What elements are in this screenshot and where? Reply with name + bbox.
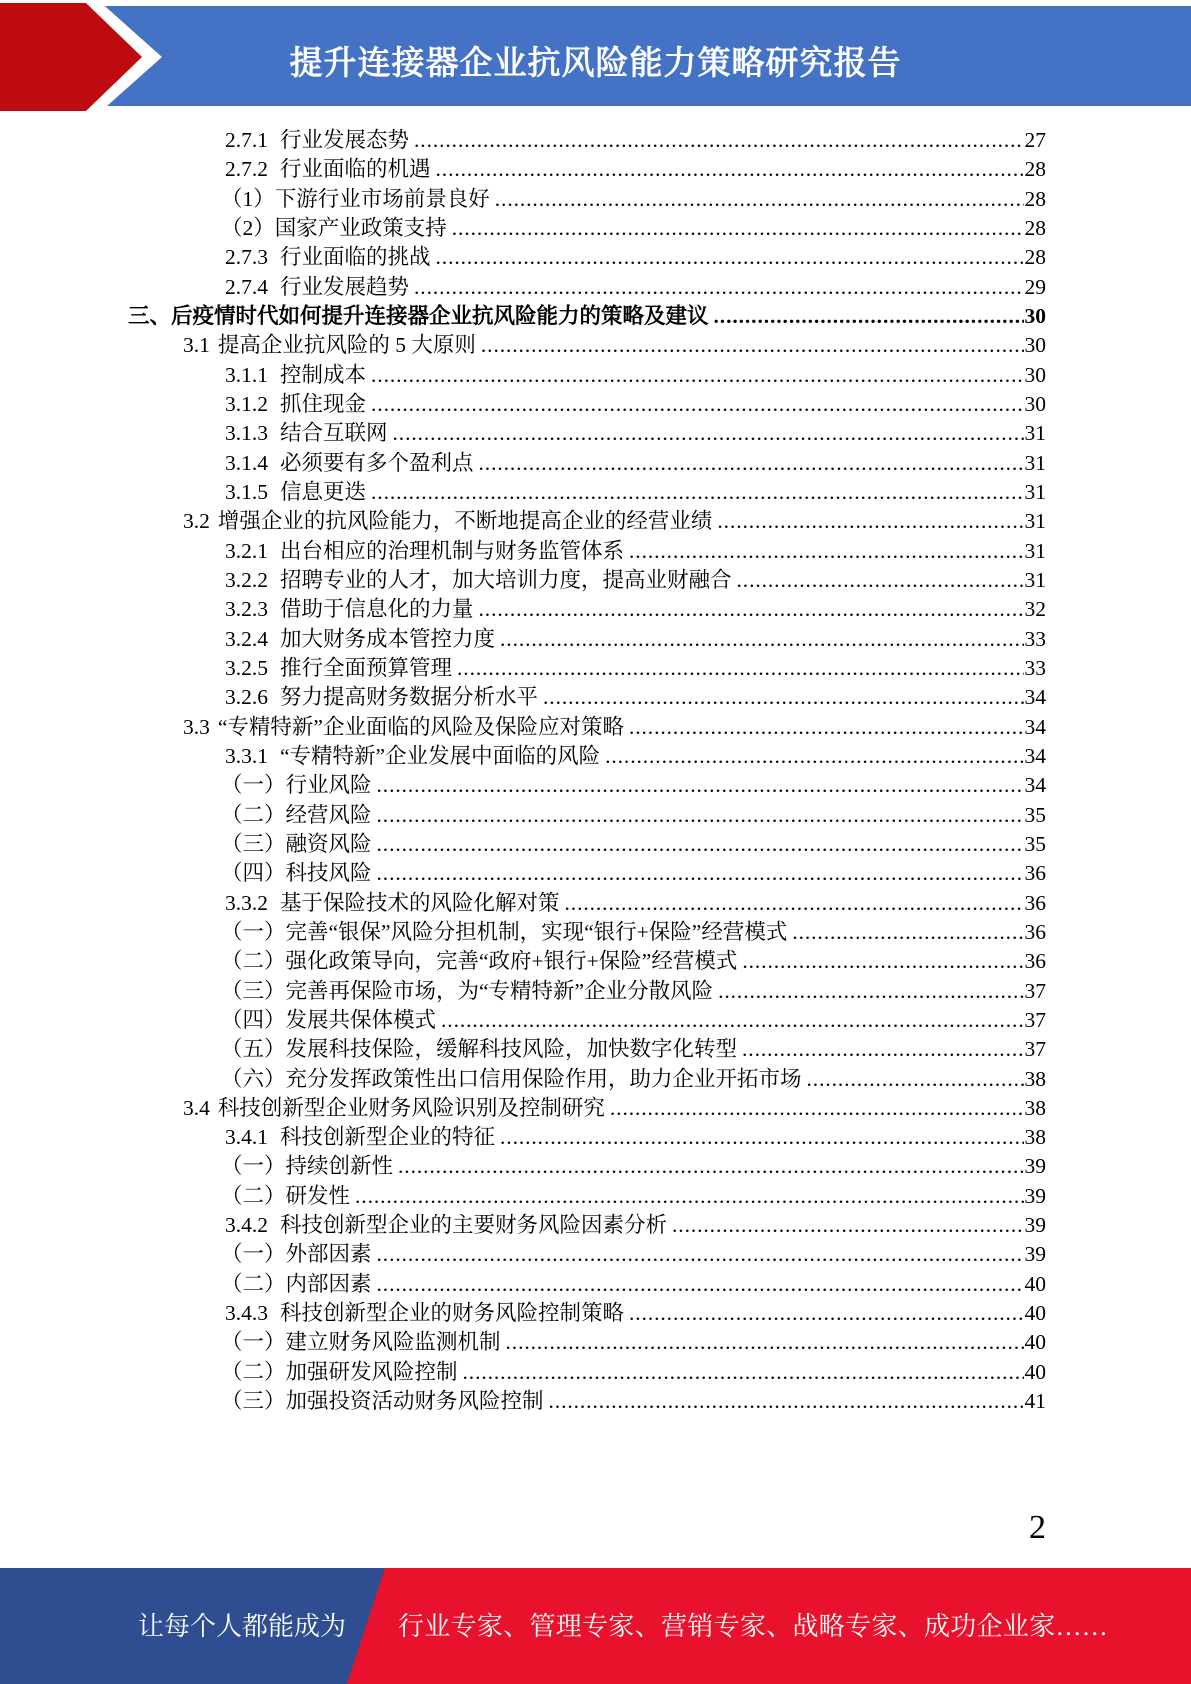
toc-leader-dots [414,126,1023,155]
toc-entry-number: 3.2 [183,509,210,534]
toc-entry-page: 39 [1024,1154,1046,1179]
toc-entry-title: 下游行业市场前景良好 [274,186,490,211]
toc-leader-dots [452,214,1024,243]
toc-leader-dots [479,449,1024,478]
toc-entry-page: 27 [1024,128,1046,152]
toc-entry-page: 31 [1024,421,1046,446]
toc-entry[interactable] [0,889,1191,918]
toc-leader-dots [377,771,1024,800]
toc-entry-page: 30 [1024,362,1046,387]
toc-entry-page: 28 [1024,245,1046,270]
toc-entry-number: 3.4.2 [225,1213,268,1238]
toc-entry[interactable] [0,1211,1191,1240]
toc-entry[interactable] [0,302,1191,331]
toc-entry-page: 40 [1024,1271,1046,1296]
toc-entry-page: 34 [1024,685,1046,710]
toc-leader-dots [742,1035,1023,1064]
toc-entry-title: 推行全面预算管理 [280,655,453,680]
toc-entry-title: 科技创新型企业的主要财务风险因素分析 [280,1213,668,1238]
toc-entry-number: 3.2.4 [225,626,268,651]
toc-entry-page: 29 [1024,274,1046,299]
toc-entry-number: 3.3.1 [225,743,268,768]
toc-entry[interactable] [0,1094,1191,1123]
toc-entry-title: 行业发展态势 [280,128,410,152]
toc-entry[interactable] [0,1240,1191,1269]
toc-entry-title: “专精特新”企业面临的风险及保险应对策略 [217,714,624,739]
toc-leader-dots [457,654,1023,683]
toc-entry-page: 28 [1024,186,1046,211]
toc-entry-title: 提高企业抗风险的 5 大原则 [217,333,476,358]
toc-entry-page: 32 [1024,597,1046,622]
toc-entry-page: 30 [1024,391,1046,416]
toc-entry-page: 37 [1024,978,1046,1003]
toc-entry-title: 抓住现金 [280,391,367,416]
toc-entry-title: 招聘专业的人才，加大培训力度，提高业财融合 [280,567,732,592]
toc-entry-number: （二） [221,802,286,827]
toc-entry-number: 3.1.2 [225,391,268,416]
toc-entry-page: 31 [1024,538,1046,563]
toc-leader-dots [479,595,1024,624]
toc-entry[interactable] [0,537,1191,566]
toc-entry-page: 34 [1024,714,1046,739]
toc-leader-dots [742,947,1023,976]
toc-leader-dots [377,1270,1024,1299]
toc-entry-title: 科技创新型企业财务风险识别及控制研究 [217,1095,605,1120]
toc-entry-page: 31 [1024,509,1046,534]
toc-leader-dots [718,977,1023,1006]
toc-entry-title: 发展科技保险，缓解科技风险，加快数字化转型 [285,1037,738,1062]
toc-leader-dots [565,889,1024,918]
toc-leader-dots [371,390,1023,419]
toc-entry-page: 38 [1024,1066,1046,1091]
toc-entry-number: （二） [221,1183,286,1208]
toc-entry[interactable] [0,1035,1191,1064]
toc-entry-number: （一） [221,1330,286,1355]
toc-leader-dots [717,507,1023,536]
toc-entry-number: （四） [221,861,286,886]
toc-entry-number: （二） [221,949,286,974]
toc-entry-number: （三） [221,831,286,856]
toc-leader-dots [377,859,1024,888]
toc-entry-number: 2.7.2 [225,157,268,182]
toc-entry-title: 国家产业政策支持 [274,215,447,240]
toc-entry-title: 科技创新型企业的财务风险控制策略 [280,1301,625,1326]
toc-entry-page: 36 [1024,949,1046,974]
toc-entry-number: 3.4.1 [225,1125,268,1150]
toc-entry[interactable] [0,1358,1191,1387]
toc-entry-number: （六） [221,1066,286,1091]
toc-leader-dots [543,683,1023,712]
toc-leader-dots [714,302,1024,331]
toc-entry[interactable] [0,155,1191,184]
toc-entry[interactable] [0,595,1191,624]
toc-leader-dots [629,1299,1023,1328]
toc-leader-dots [737,566,1024,595]
toc-entry[interactable] [0,449,1191,478]
toc-entry-number: （一） [221,1154,286,1179]
toc-entry-page: 33 [1024,626,1046,651]
toc-entry-page: 28 [1024,157,1046,182]
toc-leader-dots [377,830,1024,859]
toc-entry-title: 完善“银保”风险分担机制，实现“银行+保险”经营模式 [285,919,788,944]
toc-entry[interactable] [0,1328,1191,1357]
toc-entry[interactable] [0,1152,1191,1181]
toc-leader-dots [393,419,1024,448]
toc-entry-number: 3.3.2 [225,890,268,915]
toc-entry[interactable] [0,1123,1191,1152]
toc-entry[interactable] [0,390,1191,419]
toc-entry-title: “专精特新”企业发展中面临的风险 [280,743,601,768]
toc-entry-title: 后疫情时代如何提升连接器企业抗风险能力的策略及建议 [171,303,709,328]
toc-leader-dots [495,185,1024,214]
toc-entry-page: 36 [1024,919,1046,944]
report-title: 提升连接器企业抗风险能力策略研究报告 [289,44,902,81]
toc-leader-dots [672,1211,1023,1240]
toc-entry[interactable] [0,977,1191,1006]
toc-entry-page: 28 [1024,215,1046,240]
toc-entry-title: 经营风险 [285,802,372,827]
toc-entry[interactable] [0,478,1191,507]
toc-entry-page: 39 [1024,1242,1046,1267]
toc-entry-title: 建立财务风险监测机制 [285,1330,501,1355]
toc-entry[interactable] [0,918,1191,947]
toc-entry-number: （二） [221,1271,286,1296]
toc-leader-dots [436,243,1024,272]
toc-entry-page: 31 [1024,567,1046,592]
toc-entry[interactable] [0,1065,1191,1094]
toc-entry-number: 3.1 [183,333,210,358]
toc-entry-title: 控制成本 [280,362,367,387]
toc-entry-title: 必须要有多个盈利点 [280,450,474,475]
toc-entry-number: 2.7.4 [225,274,268,299]
toc-leader-dots [807,1065,1024,1094]
toc-entry-number: 3.4.3 [225,1301,268,1326]
toc-entry-number: （一） [221,773,286,798]
toc-entry-page: 37 [1024,1007,1046,1032]
toc-entry[interactable] [0,331,1191,360]
toc-entry-number: 3.1.5 [225,479,268,504]
toc-leader-dots [377,1240,1024,1269]
toc-entry-title: 加大财务成本管控力度 [280,626,496,651]
page-number: 2 [1029,1509,1046,1546]
toc-entry-title: 借助于信息化的力量 [280,597,474,622]
toc-entry-page: 33 [1024,655,1046,680]
toc-entry-title: 强化政策导向，完善“政府+银行+保险”经营模式 [285,949,738,974]
toc-entry-number: （四） [221,1007,286,1032]
toc-entry-page: 36 [1024,861,1046,886]
toc-entry-title: 基于保险技术的风险化解对策 [280,890,560,915]
toc-entry-title: 完善再保险市场，为“专精特新”企业分散风险 [285,978,714,1003]
toc-entry-title: 内部因素 [285,1271,372,1296]
toc-entry[interactable] [0,1387,1191,1416]
toc-entry-number: 3.1.3 [225,421,268,446]
toc-entry[interactable] [0,185,1191,214]
toc-entry-page: 39 [1024,1213,1046,1238]
toc-leader-dots [398,1152,1023,1181]
toc-entry[interactable] [0,1006,1191,1035]
toc-leader-dots [371,361,1023,390]
toc-entry-number: （一） [221,1242,286,1267]
toc-entry-title: 努力提高财务数据分析水平 [280,685,539,710]
toc-entry[interactable] [0,742,1191,771]
toc-entry-title: 发展共保体模式 [285,1007,437,1032]
toc-entry-number: 3.2.3 [225,597,268,622]
toc-entry-number: （二） [221,1359,286,1384]
toc-leader-dots [371,478,1023,507]
toc-entry-title: 科技创新型企业的特征 [280,1125,496,1150]
toc-entry-number: （三） [221,978,286,1003]
toc-leader-dots [355,1182,1023,1211]
toc-entry-title: 研发性 [285,1183,351,1208]
toc-entry[interactable] [0,419,1191,448]
toc-entry-page: 39 [1024,1183,1046,1208]
toc-entry[interactable] [0,625,1191,654]
toc-leader-dots [463,1358,1024,1387]
toc-leader-dots [500,625,1023,654]
toc-entry-title: 科技风险 [285,861,372,886]
toc-leader-dots [605,742,1023,771]
toc-entry[interactable] [0,507,1191,536]
toc-entry-number: （一） [221,919,286,944]
toc-entry-number: 3.1.4 [225,450,268,475]
toc-entry-number: 三、 [128,303,172,328]
toc-entry-page: 34 [1024,743,1046,768]
toc-entry[interactable] [0,801,1191,830]
toc-leader-dots [629,537,1023,566]
toc-entry-title: 持续创新性 [285,1154,394,1179]
toc-entry-page: 38 [1024,1095,1046,1120]
toc-entry[interactable] [0,566,1191,595]
toc-leader-dots [377,801,1024,830]
toc-entry[interactable] [0,830,1191,859]
toc-entry-number: （1） [221,186,275,211]
toc-entry-number: 3.4 [183,1095,210,1120]
toc-entry[interactable] [0,771,1191,800]
toc-entry-number: 3.2.5 [225,655,268,680]
toc-leader-dots [414,273,1023,302]
toc-leader-dots [436,155,1024,184]
toc-entry-number: （三） [221,1389,286,1414]
toc-entry[interactable] [0,1182,1191,1211]
toc-entry[interactable] [0,1270,1191,1299]
toc-entry-title: 结合互联网 [280,421,388,446]
toc-entry[interactable] [0,713,1191,742]
toc-entry-number: 3.3 [183,714,210,739]
toc-entry-title: 出台相应的治理机制与财务监管体系 [280,538,625,563]
toc-entry-page: 35 [1024,831,1046,856]
toc-entry-page: 41 [1024,1389,1046,1414]
toc-entry-number: 2.7.1 [225,128,268,152]
toc-entry-title: 行业面临的机遇 [280,157,431,182]
toc-entry[interactable] [0,361,1191,390]
toc-entry-title: 融资风险 [285,831,372,856]
toc-entry[interactable] [0,126,1191,155]
toc-entry[interactable] [0,859,1191,888]
toc-entry[interactable] [0,654,1191,683]
toc-entry[interactable] [0,243,1191,272]
toc-leader-dots [792,918,1023,947]
toc-entry-title: 信息更迭 [280,479,367,504]
toc-entry-title: 加强研发风险控制 [285,1359,458,1384]
toc-entry-number: 3.2.2 [225,567,268,592]
toc-leader-dots [441,1006,1023,1035]
toc-entry[interactable] [0,947,1191,976]
toc-leader-dots [629,713,1024,742]
toc-entry[interactable] [0,273,1191,302]
footer-slogan-right: 行业专家、管理专家、营销专家、战略专家、成功企业家…… [398,1612,1109,1641]
toc-entry-page: 36 [1024,890,1046,915]
toc-entry-page: 38 [1024,1125,1046,1150]
toc-entry-page: 34 [1024,773,1046,798]
toc-leader-dots [506,1328,1024,1357]
toc-entry-title: 行业发展趋势 [280,274,410,299]
toc-entry-title: 行业风险 [285,773,372,798]
toc-entry-number: 3.2.6 [225,685,268,710]
toc-entry-number: （2） [221,215,275,240]
toc-entry-page: 40 [1024,1359,1046,1384]
toc-entry-page: 37 [1024,1037,1046,1062]
toc-entry-page: 30 [1024,333,1046,358]
toc-entry-title: 充分发挥政策性出口信用保险作用，助力企业开拓市场 [285,1066,802,1091]
toc-entry-title: 增强企业的抗风险能力，不断地提高企业的经营业绩 [217,509,713,534]
table-of-contents [0,126,1191,1416]
toc-leader-dots [549,1387,1024,1416]
toc-entry[interactable] [0,683,1191,712]
toc-leader-dots [500,1123,1023,1152]
toc-entry[interactable] [0,1299,1191,1328]
toc-entry-page: 31 [1024,450,1046,475]
toc-leader-dots [610,1094,1024,1123]
toc-entry-page: 30 [1024,303,1046,328]
toc-entry-number: 3.2.1 [225,538,268,563]
toc-entry-number: 2.7.3 [225,245,268,270]
footer-slogan-left: 让每个人都能成为 [138,1612,347,1641]
toc-entry-title: 加强投资活动财务风险控制 [285,1389,544,1414]
toc-entry-number: 3.1.1 [225,362,268,387]
toc-entry-page: 35 [1024,802,1046,827]
toc-entry-page: 31 [1024,479,1046,504]
toc-entry-page: 40 [1024,1301,1046,1326]
toc-entry[interactable] [0,214,1191,243]
toc-entry-page: 40 [1024,1330,1046,1355]
toc-entry-title: 外部因素 [285,1242,372,1267]
toc-entry-title: 行业面临的挑战 [280,245,431,270]
toc-entry-number: （五） [221,1037,286,1062]
toc-leader-dots [481,331,1024,360]
